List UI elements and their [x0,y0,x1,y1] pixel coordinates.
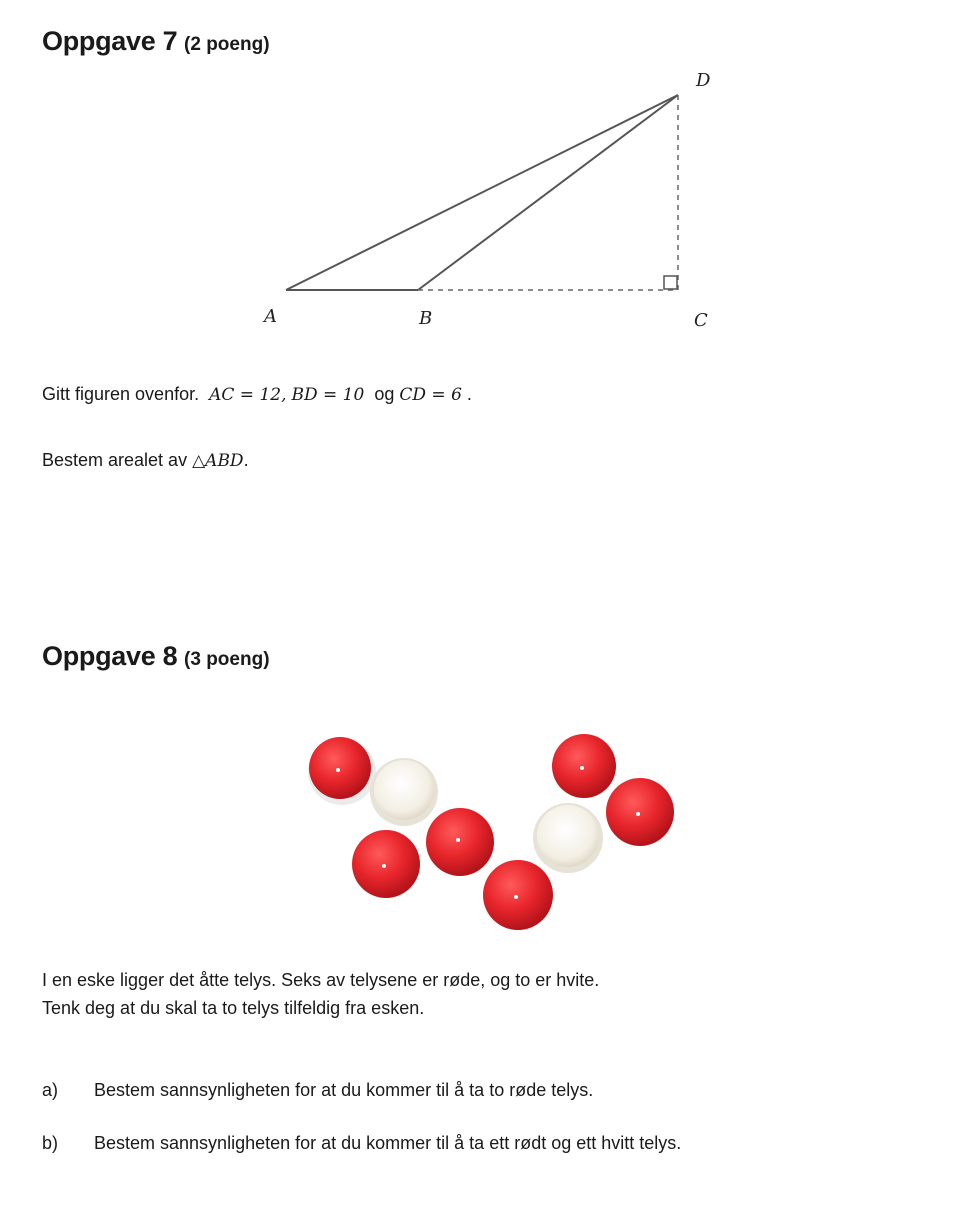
task8-line1: I en eske ligger det åtte telys. Seks av telysene er røde, og to er hvite. [42,970,600,990]
red-candle-5 [352,830,420,898]
given-og: og [374,384,395,404]
given-period: . [466,384,472,404]
red-candle-4 [426,808,494,876]
subtask-b-text: Bestem sannsynligheten for at du kommer til å ta ett rødt og ett hvitt telys. [94,1133,682,1153]
subtask-a [42,1080,593,1101]
given-cd: CD = 6 [399,385,462,405]
task7-title: Oppgave 7 [42,26,178,56]
red-candle-2 [552,734,616,798]
segment-ad [286,95,678,290]
right-angle-marker [664,276,677,289]
triangle-abd: △ABD [192,451,244,471]
task7-question [42,450,249,471]
red-candle-3 [606,778,674,846]
task8-points: (3 poeng) [184,649,270,670]
subtask-a-text: Bestem sannsynligheten for at du kommer til å ta to røde telys. [94,1080,594,1100]
candles-illustration [290,720,700,950]
red-candle-1 [308,737,376,805]
task8-title: Oppgave 8 [42,641,178,671]
task8-heading [42,641,270,672]
question-text: Bestem arealet av [42,450,188,470]
subtask-b [42,1133,681,1154]
task7-heading [42,26,270,57]
given-bd: BD = 10 [291,385,365,405]
task8-line2: Tenk deg at du skal ta to telys tilfeldig fra esken. [42,998,425,1018]
red-candle-6 [483,860,553,930]
subtask-a-label: a) [42,1080,59,1100]
label-b: B [419,308,433,329]
label-c: C [694,310,708,331]
segment-bd [418,95,678,290]
given-sep: , [281,385,287,405]
triangle-figure [240,60,740,350]
white-candle-2 [533,803,603,873]
label-a: A [264,306,277,327]
given-ac: AC = 12 [209,385,282,405]
given-intro: Gitt figuren ovenfor. [42,384,200,404]
subtask-b-label: b) [42,1133,59,1153]
white-candle-1 [370,758,438,826]
question-end: . [243,450,249,470]
label-d: D [696,70,711,91]
task7-points: (2 poeng) [184,34,270,55]
task7-given [42,384,472,405]
